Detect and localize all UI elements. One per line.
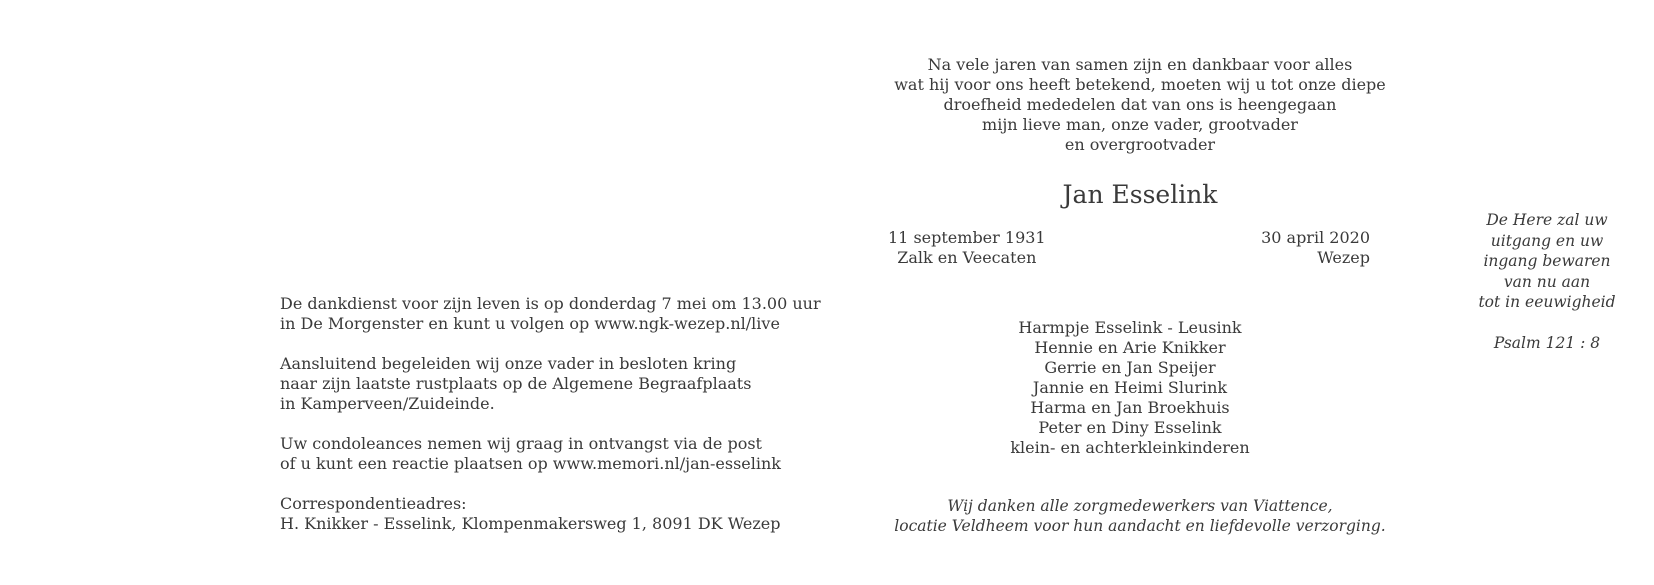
death-date: 30 april 2020 xyxy=(1261,228,1370,247)
burial-line: naar zijn laatste rustplaats op de Algemene Begraafplaats xyxy=(280,374,752,393)
announcement-line: droefheid mededelen dat van ons is heengegaan xyxy=(943,95,1337,114)
service-line: in De Morgenster en kunt u volgen op www.ngk-wezep.nl/live xyxy=(280,314,780,333)
burial-paragraph xyxy=(280,354,840,414)
birth-info xyxy=(888,228,1046,268)
announcement-line: mijn lieve man, onze vader, grootvader xyxy=(982,115,1298,134)
family-list xyxy=(960,318,1300,458)
birth-place: Zalk en Veecaten xyxy=(897,248,1037,267)
condolence-line: Uw condoleances nemen wij graag in ontvangst via de post xyxy=(280,434,762,453)
correspondence-label: Correspondentieadres: xyxy=(280,494,467,513)
bible-verse xyxy=(1462,210,1632,353)
thanks-text xyxy=(860,496,1420,536)
family-member: klein- en achterkleinkinderen xyxy=(1010,438,1250,457)
announcement-text xyxy=(860,55,1420,155)
birth-date: 11 september 1931 xyxy=(888,228,1046,247)
death-place: Wezep xyxy=(1317,248,1370,267)
verse-reference: Psalm 121 : 8 xyxy=(1493,333,1601,352)
thanks-line: locatie Veldheem voor hun aandacht en liefdevolle verzorging. xyxy=(894,517,1386,535)
deceased-name: Jan Esselink xyxy=(1062,180,1218,209)
thanks-line: Wij danken alle zorgmedewerkers van Viattence, xyxy=(947,497,1333,515)
correspondence-address xyxy=(280,494,840,534)
burial-line: Aansluitend begeleiden wij onze vader in besloten kring xyxy=(280,354,737,373)
family-member: Peter en Diny Esselink xyxy=(1038,418,1222,437)
burial-line: in Kamperveen/Zuideinde. xyxy=(280,394,495,413)
verse-line: tot in eeuwigheid xyxy=(1478,293,1616,311)
condolence-paragraph xyxy=(280,434,840,474)
verse-line: van nu aan xyxy=(1503,272,1591,291)
family-member: Gerrie en Jan Speijer xyxy=(1044,358,1216,377)
family-member: Harma en Jan Broekhuis xyxy=(1030,398,1230,417)
service-paragraph xyxy=(280,294,840,334)
verse-line: De Here zal uw xyxy=(1486,211,1608,229)
death-info xyxy=(1230,228,1370,268)
verse-line: uitgang en uw xyxy=(1490,231,1604,250)
family-member: Jannie en Heimi Slurink xyxy=(1032,378,1228,397)
verse-line: ingang bewaren xyxy=(1483,252,1611,270)
announcement-line: wat hij voor ons heeft betekend, moeten wij u tot onze diepe xyxy=(894,75,1386,94)
announcement-line: Na vele jaren van samen zijn en dankbaar voor alles xyxy=(927,55,1353,74)
condolence-line: of u kunt een reactie plaatsen op www.memori.nl/jan-esselink xyxy=(280,454,781,473)
family-member: Harmpje Esselink - Leusink xyxy=(1018,318,1242,337)
service-information xyxy=(280,294,840,534)
family-member: Hennie en Arie Knikker xyxy=(1034,338,1226,357)
service-line: De dankdienst voor zijn leven is op donderdag 7 mei om 13.00 uur xyxy=(280,294,821,313)
correspondence-line: H. Knikker - Esselink, Klompenmakersweg 1, 8091 DK Wezep xyxy=(280,514,781,533)
announcement-line: en overgrootvader xyxy=(1064,135,1216,154)
